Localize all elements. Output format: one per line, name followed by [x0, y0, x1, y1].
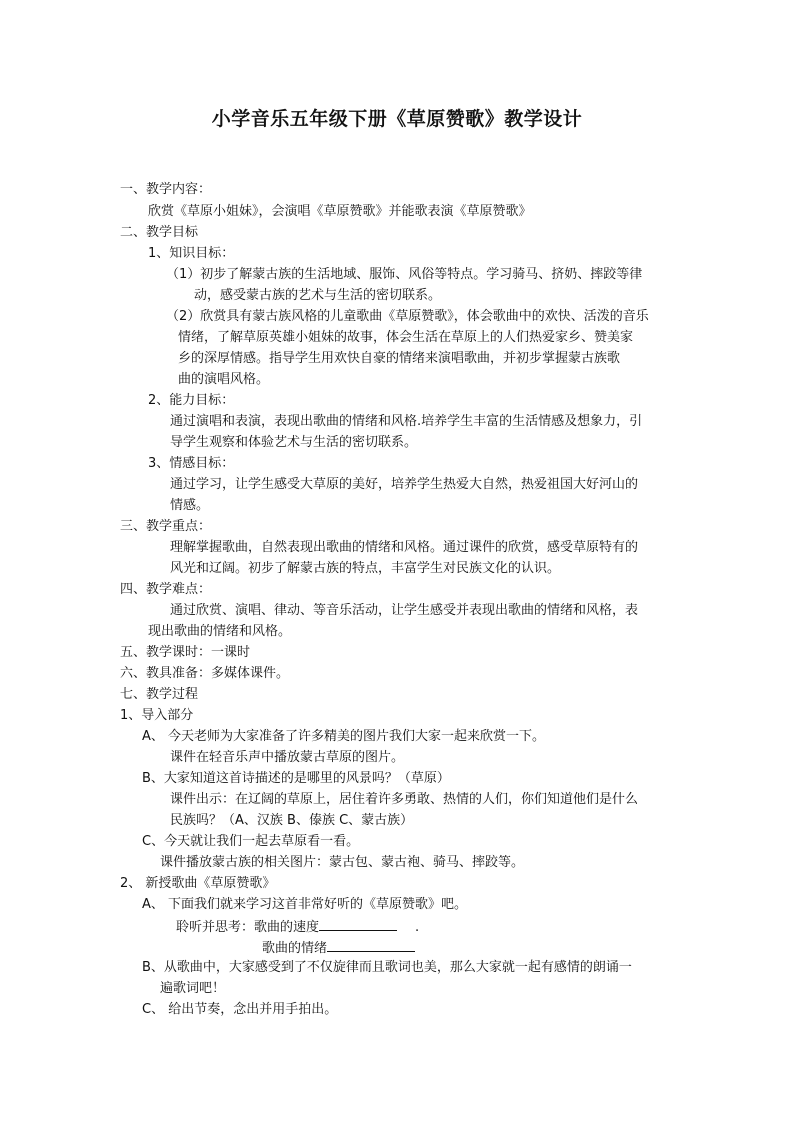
paragraph-line: C、 给出节奏，念出并用手拍出。: [142, 1002, 338, 1017]
paragraph-line: 通过演唱和表演，表现出歌曲的情绪和风格.培养学生丰富的生活情感及想象力，引: [170, 414, 643, 429]
paragraph-line: 通过欣赏、演唱、律动、等音乐活动，让学生感受并表现出歌曲的情绪和风格，表: [170, 603, 639, 618]
paragraph-line: （2）欣赏具有蒙古族风格的儿童歌曲《草原赞歌》，体会歌曲中的欢快、活泼的音乐: [166, 309, 649, 324]
paragraph-line: 民族吗？（A、汉族 B、傣族 C、蒙古族）: [170, 813, 414, 828]
listening-prompt-speed: [176, 917, 419, 937]
prompt-label-speed: 聆听并思考：歌曲的速度: [176, 920, 320, 935]
section-heading-goals: 二、教学目标: [120, 225, 199, 240]
trailing-dot: .: [415, 920, 420, 935]
paragraph-line: 动，感受蒙古族的艺术与生活的密切联系。: [194, 288, 442, 303]
paragraph-line: C、今天就让我们一起去草原看一看。: [142, 834, 360, 849]
paragraph-line: 课件播放蒙古族的相关图片：蒙古包、蒙古袍、骑马、摔跤等。: [160, 855, 525, 870]
section-heading-content: 一、教学内容：: [120, 182, 212, 197]
paragraph-line: 课件在轻音乐声中播放蒙古草原的图片。: [170, 750, 405, 765]
paragraph-line: 遍歌词吧！: [160, 981, 226, 996]
subheading-intro: 1、导入部分: [120, 708, 194, 723]
paragraph-line: 情绪，了解草原英雄小姐妹的故事，体会生活在草原上的人们热爱家乡、赞美家: [178, 330, 634, 345]
blank-underline: [327, 938, 415, 952]
paragraph-line: B、大家知道这首诗描述的是哪里的风景吗？（草原）: [142, 771, 450, 786]
paragraph-line: 欣赏《草原小姐妹》，会演唱《草原赞歌》并能歌表演《草原赞歌》: [148, 204, 532, 219]
paragraph-line: 现出歌曲的情绪和风格。: [148, 624, 292, 639]
paragraph-line: 曲的演唱风格。: [178, 372, 270, 387]
paragraph-line: 乡的深厚情感。指导学生用欢快自豪的情绪来演唱歌曲，并初步掌握蒙古族歌: [178, 351, 621, 366]
section-heading-process: 七、教学过程: [120, 687, 199, 702]
paragraph-line: 导学生观察和体验艺术与生活的密切联系。: [170, 435, 418, 450]
paragraph-line: 情感。: [170, 498, 210, 513]
subheading-knowledge: 1、知识目标：: [148, 246, 235, 261]
section-heading-difficulties: 四、教学难点：: [120, 582, 212, 597]
section-heading-key-points: 三、教学重点：: [120, 519, 212, 534]
paragraph-line: 风光和辽阔。初步了解蒙古族的特点，丰富学生对民族文化的认识。: [170, 561, 561, 576]
listening-prompt-mood: [262, 938, 415, 958]
subheading-new-song: 2、 新授歌曲《草原赞歌》: [120, 876, 276, 891]
subheading-emotion: 3、情感目标：: [148, 456, 235, 471]
section-heading-materials: 六、教具准备：多媒体课件。: [120, 666, 290, 681]
paragraph-line: （1）初步了解蒙古族的生活地域、服饰、风俗等特点。学习骑马、挤奶、摔跤等律: [166, 267, 643, 282]
paragraph-line: A、 今天老师为大家准备了许多精美的图片我们大家一起来欣赏一下。: [142, 729, 546, 744]
subheading-ability: 2、能力目标：: [148, 393, 235, 408]
paragraph-line: 理解掌握歌曲，自然表现出歌曲的情绪和风格。通过课件的欣赏，感受草原特有的: [170, 540, 639, 555]
paragraph-line: B、从歌曲中，大家感受到了不仅旋律而且歌词也美，那么大家就一起有感情的朗诵一: [142, 960, 632, 975]
prompt-label-mood: 歌曲的情绪: [262, 941, 328, 956]
paragraph-line: 通过学习，让学生感受大草原的美好，培养学生热爱大自然，热爱祖国大好河山的: [170, 477, 639, 492]
paragraph-line: A、 下面我们就来学习这首非常好听的《草原赞歌》吧。: [142, 897, 468, 912]
blank-underline: [319, 917, 397, 931]
paragraph-line: 课件出示：在辽阔的草原上，居住着许多勇敢、热情的人们，你们知道他们是什么: [170, 792, 639, 807]
document-title: 小学音乐五年级下册《草原赞歌》教学设计: [211, 108, 583, 130]
section-heading-periods: 五、教学课时：一课时: [120, 645, 251, 660]
